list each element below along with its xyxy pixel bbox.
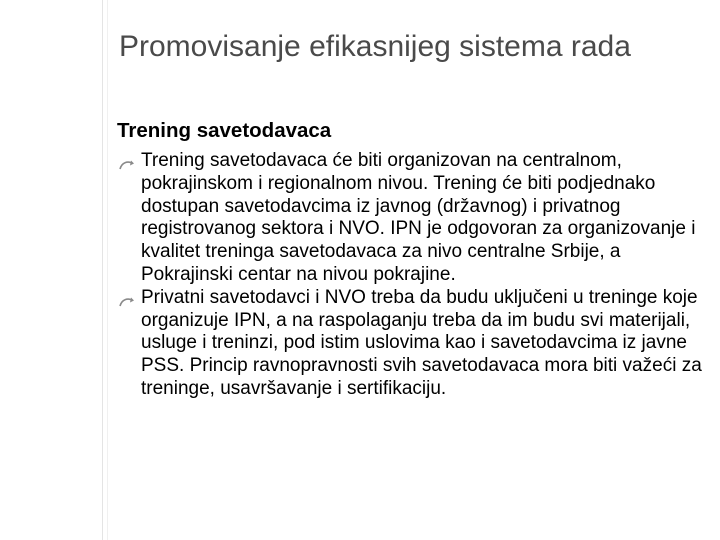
bullet-item-1 — [117, 150, 717, 287]
bullet-list — [117, 150, 717, 401]
slide-subheading: Trening savetodavaca — [117, 119, 332, 142]
bullet-text: Privatni savetodavci i NVO treba da budu uključeni u treninge koje organizuje IPN, a na raspolaganju treba da im budu svi materijali, usluge i treninzi, pod istim uslovima kao i savetodavcima iz javne PSS. Princip ravnopravnosti svih savetodavaca mora biti važeći za treninge, usavršavanje i sertifikaciju. — [141, 286, 702, 399]
bullet-text: Trening savetodavaca će biti organizovan na centralnom, pokrajinskom i regionalnom nivou. Trening će biti podjednako dostupan savetodavcima iz javnog (državnog) i privatnog registrovanog sektora i NVO. IPN je odgovoran za organizovanje i kvalitet treninga savetodavaca za nivo centralne Srbije, a Pokrajinski centar na nivou pokrajine. — [141, 150, 696, 285]
curved-arrow-bullet-icon — [119, 292, 135, 304]
bullet-item-2 — [117, 287, 717, 401]
slide-title: Promovisanje efikasnijeg sistema rada — [119, 30, 631, 63]
curved-arrow-bullet-icon — [119, 155, 135, 167]
